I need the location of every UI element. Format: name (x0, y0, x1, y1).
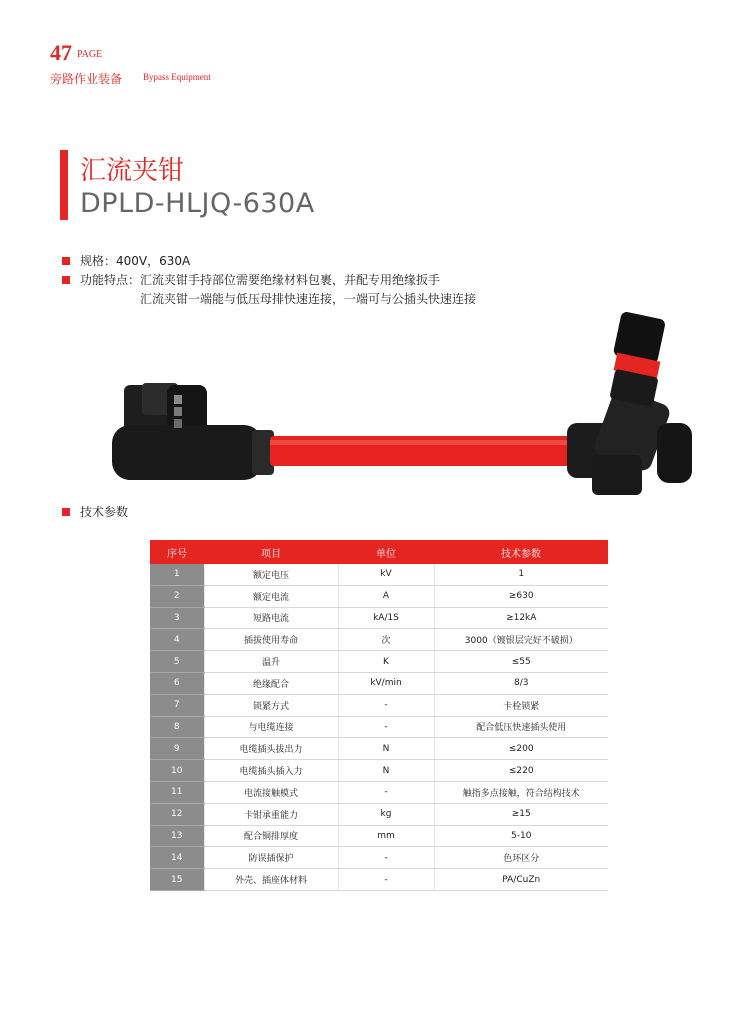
product-title-cn: 汇流夹钳 (80, 156, 185, 186)
table-row (150, 585, 608, 607)
cell-no: 15 (150, 869, 204, 891)
cell-no: 8 (150, 716, 204, 738)
cell-no: 9 (150, 738, 204, 760)
cell-no: 3 (150, 607, 204, 629)
table-row (150, 825, 608, 847)
cell-no: 14 (150, 847, 204, 869)
cell-value: 8/3 (434, 672, 608, 694)
spec-text: 规格：400V，630A (80, 254, 191, 268)
cell-item: 防误插保护 (204, 847, 338, 869)
cell-item: 插拔使用寿命 (204, 629, 338, 651)
cell-unit: kg (338, 803, 434, 825)
table-row (150, 694, 608, 716)
cell-no: 1 (150, 564, 204, 585)
cell-no: 10 (150, 760, 204, 782)
cell-no: 4 (150, 629, 204, 651)
cell-value: ≤200 (434, 738, 608, 760)
section-title-cn: 旁路作业装备 (50, 72, 123, 86)
cell-no: 7 (150, 694, 204, 716)
cell-unit: - (338, 716, 434, 738)
cell-item: 外壳、插座体材料 (204, 869, 338, 891)
parameters-table (150, 540, 608, 891)
cell-value: 3000（镀银层完好不破损） (434, 629, 608, 651)
function-line-1: 功能特点：汇流夹钳手持部位需要绝缘材料包裹，并配专用绝缘扳手 (80, 273, 441, 287)
page-number: 47 (50, 40, 72, 65)
cell-item: 额定电流 (204, 585, 338, 607)
table-header-row (150, 540, 608, 564)
cell-no: 6 (150, 672, 204, 694)
cell-unit: kV/min (338, 672, 434, 694)
cell-no: 13 (150, 825, 204, 847)
cell-value: 触指多点接触，符合结构技术 (434, 781, 608, 803)
cell-unit: mm (338, 825, 434, 847)
cell-unit: kA/1S (338, 607, 434, 629)
cell-unit: kV (338, 564, 434, 585)
table-row (150, 629, 608, 651)
table-row (150, 803, 608, 825)
table-body (150, 564, 608, 890)
busbar-clamp-image (112, 305, 702, 505)
cell-item: 绝缘配合 (204, 672, 338, 694)
table-section-title: 技术参数 (80, 505, 129, 519)
cell-value: ≥630 (434, 585, 608, 607)
cell-value: ≤55 (434, 651, 608, 673)
cell-unit: K (338, 651, 434, 673)
cell-item: 短路电流 (204, 607, 338, 629)
product-model: DPLD-HLJQ-630A (80, 188, 315, 219)
cell-value: 色环区分 (434, 847, 608, 869)
cell-unit: - (338, 847, 434, 869)
cell-item: 锁紧方式 (204, 694, 338, 716)
cell-no: 2 (150, 585, 204, 607)
page-word: PAGE (77, 49, 103, 60)
table-row (150, 564, 608, 585)
table-row (150, 672, 608, 694)
cell-no: 11 (150, 781, 204, 803)
cell-value: PA/CuZn (434, 869, 608, 891)
table-row (150, 607, 608, 629)
cell-item: 电缆插头插入力 (204, 760, 338, 782)
cell-unit: - (338, 869, 434, 891)
header-no: 序号 (150, 540, 204, 564)
cell-value: 1 (434, 564, 608, 585)
bullet-icon (62, 257, 70, 265)
cell-no: 5 (150, 651, 204, 673)
table-row (150, 781, 608, 803)
cell-value: 卡栓锁紧 (434, 694, 608, 716)
bullet-icon (62, 508, 70, 516)
cell-item: 与电缆连接 (204, 716, 338, 738)
cell-value: ≥15 (434, 803, 608, 825)
cell-item: 电缆插头拔出力 (204, 738, 338, 760)
cell-unit: N (338, 760, 434, 782)
cell-value: 配合低压快速插头使用 (434, 716, 608, 738)
cell-item: 配合铜排厚度 (204, 825, 338, 847)
header-unit: 单位 (338, 540, 434, 564)
cell-item: 温升 (204, 651, 338, 673)
cell-unit: A (338, 585, 434, 607)
cell-unit: 次 (338, 629, 434, 651)
cell-unit: - (338, 781, 434, 803)
cell-no: 12 (150, 803, 204, 825)
table-row (150, 847, 608, 869)
cell-value: 5-10 (434, 825, 608, 847)
title-accent-bar (60, 150, 68, 220)
section-title-en: Bypass Equipment (143, 72, 211, 82)
table-row (150, 760, 608, 782)
cell-item: 卡钳承重能力 (204, 803, 338, 825)
bullet-icon (62, 276, 70, 284)
table-row (150, 738, 608, 760)
cell-value: ≤220 (434, 760, 608, 782)
cell-unit: - (338, 694, 434, 716)
header-value: 技术参数 (434, 540, 608, 564)
table-row (150, 869, 608, 891)
cell-value: ≥12kA (434, 607, 608, 629)
cell-item: 电流接触模式 (204, 781, 338, 803)
cell-unit: N (338, 738, 434, 760)
function-line-2: 汇流夹钳一端能与低压母排快速连接，一端可与公插头快速连接 (140, 292, 477, 306)
cell-item: 额定电压 (204, 564, 338, 585)
header-item: 项目 (204, 540, 338, 564)
table-row (150, 651, 608, 673)
table-row (150, 716, 608, 738)
